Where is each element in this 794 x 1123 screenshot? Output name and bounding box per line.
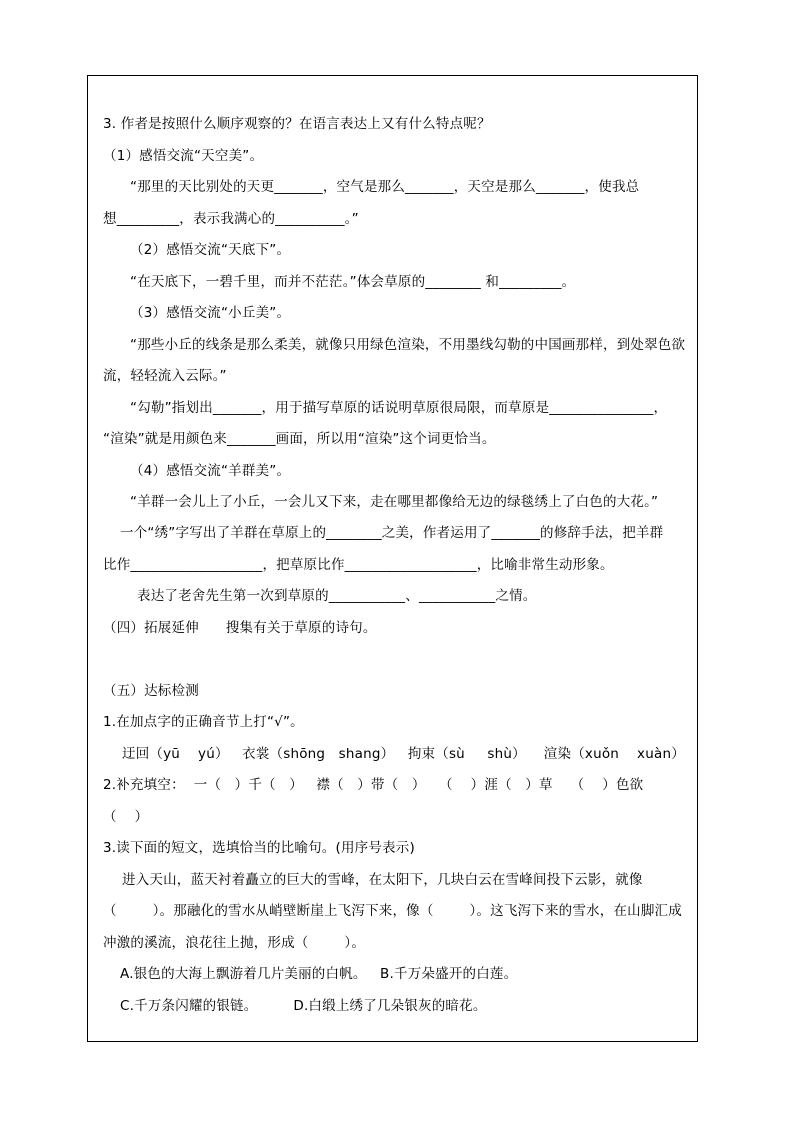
test-q2-fill-idioms-cont: （ ） bbox=[103, 809, 149, 825]
options-a-b: A.银色的大海上飘游着几片美丽的白帆。 B.千万朵盛开的白莲。 bbox=[120, 966, 518, 982]
hill-quote-line1: “那些小丘的线条是那么柔美，就像只用绿色渲染，不用墨线勾勒的中国画那样，到处翠色欲 bbox=[130, 337, 686, 353]
section-test-heading: （五）达标检测 bbox=[103, 683, 199, 699]
test-q3-instruction: 3.读下面的短文，选填恰当的比喻句。(用序号表示) bbox=[103, 840, 415, 856]
options-c-d: C.千万条闪耀的银链。 D.白缎上绣了几朵银灰的暗花。 bbox=[120, 998, 487, 1014]
test-q2-fill-idioms: 2.补充填空： 一（ ）千（ ） 襟（ ）带（ ） （ ）涯（ ）草 （ ）色欲 bbox=[103, 777, 644, 793]
sky-quote-line1: “那里的天比别处的天更_______，空气是那么_______，天空是那么_______，使我总 bbox=[130, 179, 640, 195]
passage-line2: （ ）。那融化的雪水从峭壁断崖上飞泻下来，像（ ）。这飞泻下来的雪水，在山脚汇成 bbox=[103, 903, 682, 919]
emotion-summary: 表达了老舍先生第一次到草原的___________、___________之情。 bbox=[137, 588, 537, 604]
section-sheep-heading: （4）感悟交流“羊群美”。 bbox=[130, 463, 291, 479]
section-tiandixia-heading: （2）感悟交流“天底下”。 bbox=[130, 242, 291, 258]
goule-explanation-line2: “渲染”就是用颜色来_______画面，所以用“渲染”这个词更恰当。 bbox=[103, 431, 496, 447]
passage-line3: 冲激的溪流，浪花往上抛，形成（ ）。 bbox=[103, 935, 366, 951]
sheep-analysis-line1: 一个“绣”字写出了羊群在草原上的________之美，作者运用了_______的修辞手法，把羊群 bbox=[120, 525, 664, 541]
hill-quote-line2: 流，轻轻流入云际。” bbox=[103, 368, 227, 384]
sheep-analysis-line2: 比作___________________，把草原比作___________________，比喻非常生动形象。 bbox=[103, 557, 614, 573]
test-q1-instruction: 1.在加点字的正确音节上打“√”。 bbox=[103, 714, 304, 730]
sheep-quote: “羊群一会儿上了小丘，一会儿又下来，走在哪里都像给无边的绿毯绣上了白色的大花。” bbox=[130, 494, 659, 510]
sky-quote-line2: 想_________，表示我满心的__________。” bbox=[103, 211, 359, 227]
section-hill-heading: （3）感悟交流“小丘美”。 bbox=[130, 305, 291, 321]
section-extension-heading: （四）拓展延伸 搜集有关于草原的诗句。 bbox=[103, 620, 377, 636]
question-3-title: 3. 作者是按照什么顺序观察的？在语言表达上又有什么特点呢？ bbox=[103, 116, 491, 132]
goule-explanation-line1: “勾勒”指划出_______，用于描写草原的话说明草原很局限，而草原是_______________， bbox=[130, 400, 668, 416]
passage-line1: 进入天山，蓝天衬着矗立的巨大的雪峰，在太阳下，几块白云在雪峰间投下云影，就像 bbox=[122, 872, 643, 888]
tiandixia-quote: “在天底下，一碧千里，而并不茫茫。”体会草原的________ 和_________。 bbox=[130, 274, 576, 290]
test-q1-pinyin-options: 迂回（yū yú） 衣裳（shōng shang） 拘束（sù shù） 渲染（xuǒn xuàn） bbox=[122, 746, 685, 762]
section-sky-heading: （1）感悟交流“天空美”。 bbox=[103, 148, 264, 164]
